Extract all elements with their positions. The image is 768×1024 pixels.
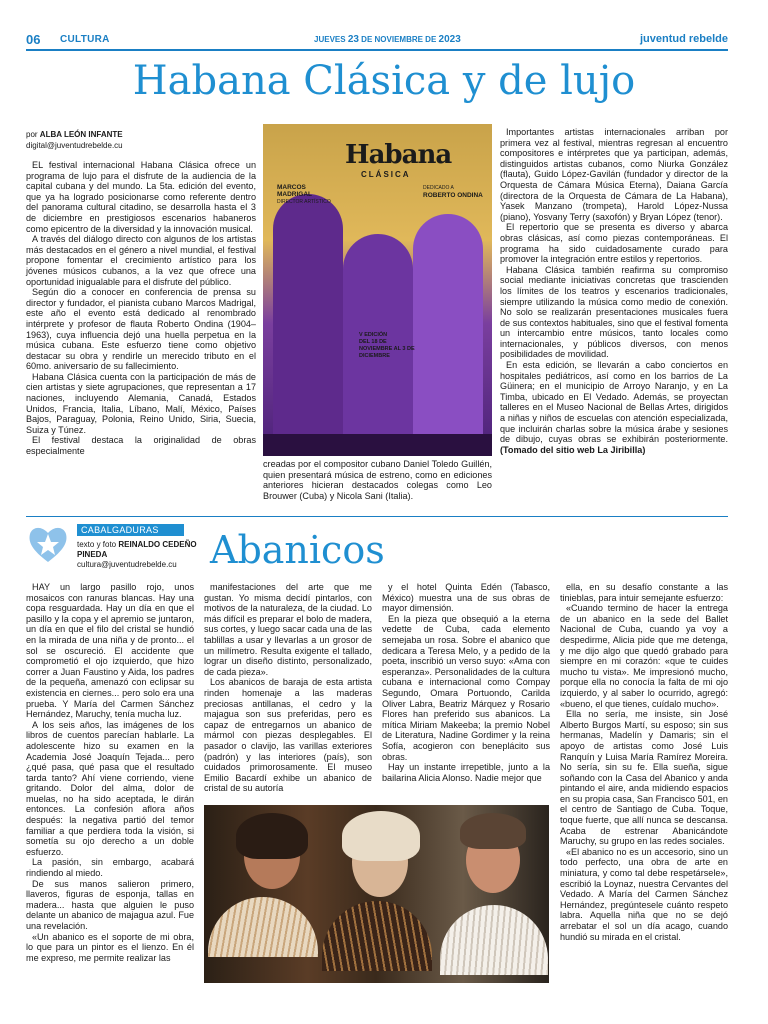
edition-label: V EDICIÓN xyxy=(359,332,388,338)
director-role: DIRECTOR ARTÍSTICO xyxy=(277,199,331,205)
director-name: MARCOS MADRIGAL xyxy=(277,184,313,198)
poster-sponsors-bar xyxy=(263,434,492,456)
author-prefix: por xyxy=(26,130,38,139)
source-note: (Tomado del sitio web La Jiribilla) xyxy=(500,444,646,455)
poster-dates xyxy=(359,332,419,360)
article1-column-3 xyxy=(500,127,728,455)
date-day: 23 xyxy=(347,34,359,45)
date-year: 2023 xyxy=(438,34,461,45)
paragraph: Habana Clásica cuenta con la participación de más de cien artistas y siete agrupaciones, que representan a 17 naciones, incluyendo Alemania, Canadá, Estados Unidos, Francia, Italia, Líbano, Malí, México, Países Bajos, Paraguay, Polonia, Reino Unido, Siria, Suecia, Suiza y Túnez. xyxy=(26,371,256,435)
paragraph: «Cuando termino de hacer la entrega de un abanico en la sede del Ballet Nacional de Cuba, cuando ya voy a despedirme, Alicia pide que me detenga, y me dijo algo que quedó grabado para siempre en mi corazón: «que te cuides mucho tu vista». Me impresionó mucho, porque ella no conocía la falta de mi ojo izquierdo, y al saber lo ocurrido, agregó: «bueno, el que tienes, cuídalo mucho». xyxy=(560,603,728,709)
article1-column-1 xyxy=(26,160,256,457)
page-number: 06 xyxy=(26,32,41,47)
paragraph: Importantes artistas internacionales arriban por primera vez al festival, mientras regresan al encuentro compositores e intérpretes que ya participan, además, distinguidos artistas cubanos, como Niurka González (flauta), Guido López-Gavilán (fundador y director de la Orquesta de Cámara Música Eterna), Daiana García (directora de la Orquesta de Cámara de La Habana), Yasek Manzano (trompeta), Harold López-Nussa (piano), Yosvany Terry (saxofón) y Bryan López (tenor). xyxy=(500,127,728,222)
poster-arch xyxy=(413,214,483,454)
article2-column-1 xyxy=(26,582,194,963)
fan xyxy=(440,905,548,975)
column-tag: CABALGADURAS xyxy=(77,524,184,536)
date-month: DE NOVIEMBRE DE xyxy=(361,35,437,44)
page-header xyxy=(26,30,728,50)
poster-logo: Habana xyxy=(345,140,452,170)
paragraph: A los seis años, las imágenes de los libros de cuentos parecían hablarle. La adolescente hizo su examen en la Academia José Joaquín Tejada... pero ¿qué pasa, qué pasa que el resultado tarda tanto? Ahí viene corriendo, viene gritando. Dolor del alma, dolor de muelas, no ha sido aceptada, le dirán entonces. La confesión aflora años después: la negativa partió del temor familiar a que perdiera toda la visión, si sometía su ojo derecho a un doble esfuerzo. xyxy=(26,719,194,857)
paragraph: Habana Clásica también reafirma su compromiso social mediante iniciativas concretas que trascienden los límites de los teatros y escenarios tradicionales, siempre utilizando la música como medio de conexión. No solo se realizarán presentaciones musicales fuera de sus contextos habituales, sino que el festival fomenta un intercambio entre músicos, tanto locales como internacionales, y públicos diversos, con menos posibilidades de movilidad. xyxy=(500,264,728,360)
date-weekday: JUEVES xyxy=(314,35,346,44)
publication-name: juventud rebelde xyxy=(639,33,728,45)
portrait-hair xyxy=(460,813,526,849)
author-email: cultura@juventudrebelde.cu xyxy=(77,560,177,569)
article1-column-2 xyxy=(263,459,492,501)
article2-byline xyxy=(77,540,202,570)
article2-column-3 xyxy=(382,582,550,783)
paragraph-text: En esta edición, se llevarán a cabo conciertos en hospitales pediátricos, así como en los barrios de La Güinera; en el municipio de Arroyo Naranjo, y en La Timba, ubicado en El Vedado. Además, se proyectan talleres en el Museo Nacional de Bellas Artes, dirigidos a niñas y niños de escuelas con atención especializada, que incluirán charlas sobre la música árabe y sesiones de dibujo, cuyas obras se exhibirán posteriormente. xyxy=(500,360,728,445)
paragraph: El festival destaca la originalidad de obras especialmente xyxy=(26,435,256,457)
festival-poster xyxy=(263,124,492,456)
paragraph: Hay un instante irrepetible, junto a la bailarina Alicia Alonso. Nadie mejor que xyxy=(382,762,550,783)
author-email: digital@juventudrebelde.cu xyxy=(26,141,123,150)
paragraph: «El abanico no es un accesorio, sino un todo perfecto, una obra de arte en miniatura, y como tal debe respetársele», escribió la Loynaz, nuestra Cervantes del Vedado. A María del Carmen Sánchez Hernández, pregúntesele cuánto respeto labra. Aquella niña que no se dejó arrebatar el sol un día acago, cuando hundió su mirada en el cristal. xyxy=(560,846,728,942)
paragraph: «Un abanico es el soporte de mi obra, lo que para un pintor es el lienzo. En él me expreso, me permite realizar las xyxy=(26,931,194,963)
paragraph: Según dio a conocer en conferencia de prensa su director y fundador, el pianista cubano Marcos Madrigal, este año el evento está dedicado al renombrado intérprete y profesor de flauta Roberto Ondina (1904–1963), cuya influencia dejó una huella perpetua en la música cubana. Este esfuerzo tiene como objetivo destacar su obra y rendirle un merecido tributo en el 60mo. aniversario de su fallecimiento. xyxy=(26,287,256,372)
paragraph: De sus manos salieron primero, llaveros, figuras de esponja, tallas en madera... hasta que alguien le puso delante un abanico de majagua azul. Fue una revelación. xyxy=(26,878,194,931)
issue-date xyxy=(314,34,461,45)
header-rule xyxy=(26,49,728,51)
paragraph: manifestaciones del arte que me gustan. Yo misma decidí pintarlos, con motivos de la naturaleza, de la ciudad. Lo más difícil es preparar el bolo de madera, sus cortes, y luego sacar cada una de las tablillas a usar y llevarlas a un grosor de un milímetro. Resulta exigente el tallado, lograr un diseño distinto, personalizado, de cada pieza». xyxy=(204,582,372,677)
article2-title: Abanicos xyxy=(210,528,385,572)
author-name: REINALDO CEDEÑO PINEDA xyxy=(77,540,197,559)
paragraph: A través del diálogo directo con algunos de los artistas más destacados en el género a nivel mundial, el festival propone fomentar el crecimiento artístico para los jóvenes músicos cubanos, a la vez que ofrece una oportunidad inigualable para el disfrute del público. xyxy=(26,234,256,287)
paragraph: ella, en su desafío constante a las tinieblas, para intuir semejante esfuerzo: xyxy=(560,582,728,603)
paragraph: Ella no sería, me insiste, sin José Alberto Burgos Martí, su esposo; sin sus hermanas, Madelín y Damaris; sin el apoyo de artistas como José Luis Ranquín y Luisa María Ramírez Moreira. No sería, sin su fe. Ella sueña, sigue soñando con la Casa del Abanico y anda pintando el aire, anda midiendo espacios en su propia casa, San Francisco 501, en el centro de Santiago de Cuba. Toque, toque fuerte, que allí nunca se descansa. Acaba de estrenar Abanicándote Maruchy, su grupo en las redes sociales. xyxy=(560,709,728,847)
poster-arch xyxy=(273,194,343,454)
portrait-hair xyxy=(342,811,420,861)
paragraph: Los abanicos de baraja de esta artista rinden homenaje a las maderas preciosas antillanas, el cedro y la majagua son sus preferidas, pero es capaz de entregarnos un abanico de mármol con piezas desplegables. El pasador o clavijo, las varillas exteriores (padrón) y las interiores (país), son cuidados primorosamente. El museo Emilio Bacardí exhibe un abanico de cristal de su autoría xyxy=(204,677,372,794)
paragraph: HAY un largo pasillo rojo, unos mosaicos con ranuras blancas. Hay una copa resguardada. Hay un día en que el pasillo y la copa y el apremio se juntaron, un día en que el filo del cristal se hundió en la mirada de una niña y de pronto... el sol se oscureció. El accidente que comprometió el ojo izquierdo, que hizo correr a Juan Faustino y Aida, los padres de la pequeña, amenazó con eclipsar su existencia en ciernes... pero solo era una prueba. Y María del Carmen Sánchez Hernández, Maruchy, tenía mucha luz. xyxy=(26,582,194,720)
author-name: ALBA LEÓN INFANTE xyxy=(39,130,123,139)
section-divider xyxy=(26,516,728,517)
heart-star-icon xyxy=(26,522,70,566)
section-name: CULTURA xyxy=(60,34,110,45)
article1-title: Habana Clásica y de lujo xyxy=(132,58,636,104)
poster-dedication xyxy=(423,184,483,199)
article2-column-4 xyxy=(560,582,728,942)
dedicated-name: ROBERTO ONDINA xyxy=(423,192,483,199)
article2-column-2 xyxy=(204,582,372,794)
article1-byline xyxy=(26,129,256,151)
fan xyxy=(208,897,318,957)
paragraph: En la pieza que obsequió a la eterna vedette de Cuba, cada elemento semejaba un rosa. Sobre el abanico que dedicara a Teresa Melo, y a pedido de la poeta, inscribió un verso suyo: «Ama con esperanza». Personalidades de la cultura cubana e internacional como Compay Segundo, Omara Portuondo, Carilda Oliver Labra, Beatriz Márquez y Rosario Flores han preferido sus abanicos. La mítica Miriam Makeeba; la premio Nobel de Literatura, Nadine Gordimer y la reina Sofía, acogieron con beneplácito sus obras. xyxy=(382,613,550,762)
paragraph: creadas por el compositor cubano Daniel Toledo Guillén, quien presentará música de estreno, como en ediciones anteriores hicieran destacados colegas como Leo Brouwer (Cuba) y Nicola Sani (Italia). xyxy=(263,459,492,501)
fan xyxy=(322,901,432,971)
poster-logo-sub: CLÁSICA xyxy=(361,170,411,179)
paragraph: y el hotel Quinta Edén (Tabasco, México) muestra una de sus obras de mayor dimensión. xyxy=(382,582,550,614)
author-prefix: texto y foto xyxy=(77,540,117,549)
paragraph xyxy=(500,360,728,455)
dedicated-label: DEDICADO A xyxy=(423,185,454,191)
paragraph: La pasión, sin embargo, acabará rindiendo al miedo. xyxy=(26,857,194,879)
portrait-hair xyxy=(236,813,308,859)
date-range: DEL 18 DE NOVIEMBRE AL 3 DE DICIEMBRE xyxy=(359,339,415,359)
artist-photo xyxy=(204,805,549,983)
poster-director xyxy=(277,184,337,206)
paragraph: EL festival internacional Habana Clásica ofrece un programa de lujo para el disfrute de la audiencia de la capital cubana y del mundo. La 5ta. edición del evento, que ya ha logrado posicionarse como referente dentro del panorama cultural citadino, se desarrolla hasta el 3 de diciembre en prestigiosos escenarios habaneros como epicentro de la diversidad y la innovación musical. xyxy=(26,160,256,234)
paragraph: El repertorio que se presenta es diverso y abarca obras clásicas, así como piezas contemporáneas. El programa ha sido cuidadosamente curado para promover la integración entre estilos y repertorios. xyxy=(500,222,728,265)
